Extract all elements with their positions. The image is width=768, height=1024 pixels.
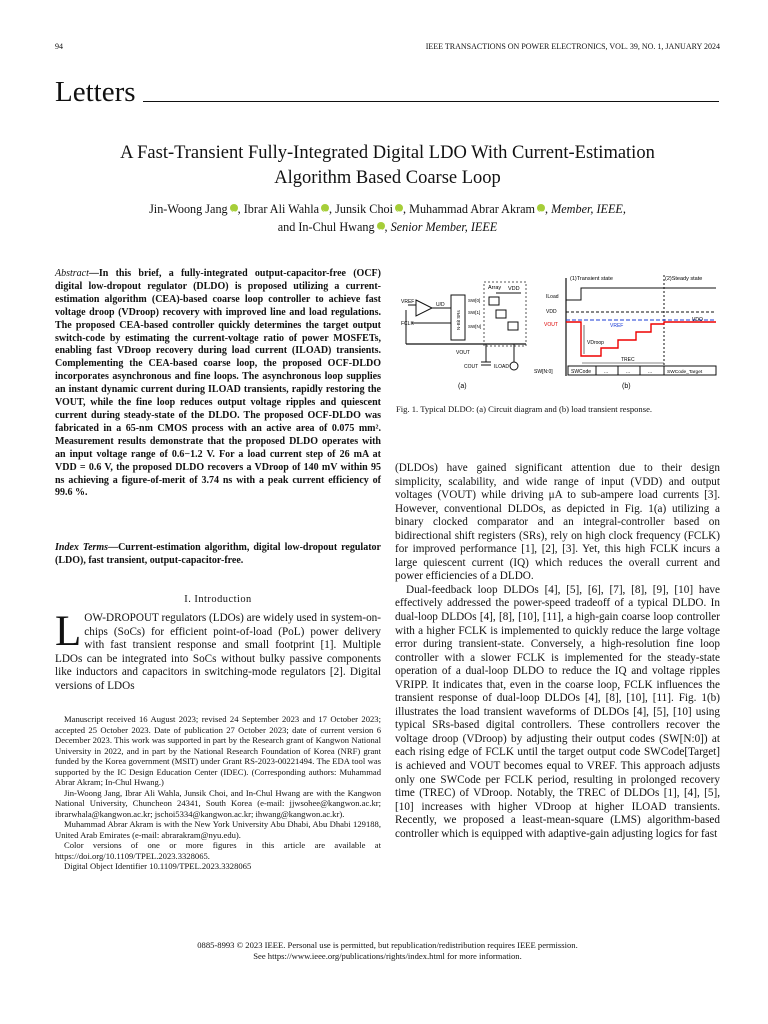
copyright-line-1: 0885-8993 © 2023 IEEE. Personal use is permitted, but republication/redistribution requires IEEE permission.: [197, 940, 578, 950]
dots: ...: [626, 369, 631, 375]
orcid-icon[interactable]: [321, 204, 329, 212]
index-terms-label: Index Terms: [55, 542, 109, 553]
array-box: [484, 282, 526, 346]
circuit-diagram: [401, 282, 526, 390]
journal-citation: IEEE TRANSACTIONS ON POWER ELECTRONICS, VOL. 39, NO. 1, JANUARY 2024: [425, 42, 720, 51]
vref-label: VREF: [401, 299, 415, 305]
paragraph: (DLDOs) have gained significant attention due to their design simplicity, scalability, and wide range of input (VDD) and output voltages (VOUT) while driving μA to sub-ampere load currents [3]. However, conventional DLDOs, as depicted in Fig. 1(a) utilizing a binary clocked comparator and an integral-controller based on bidirectional shift registers (SRs), rely on high clock frequency (FCLK) for improved performance [1], [2], [3]. Yet, this high FCLK incurs a large quiescent current (IQ) which reduces the overall current and power efficiencies of a DLDO.: [395, 462, 720, 583]
iload-label: ILOAD: [494, 364, 510, 370]
footnote: Digital Object Identifier 10.1109/TPEL.2023.3328065: [64, 861, 252, 871]
trec-label: TREC: [621, 357, 635, 363]
footnotes: [55, 714, 381, 872]
footnote: Muhammad Abrar Akram is with the New York University Abu Dhabi, Abu Dhabi 129188, United Arab Emirates (e-mail: abrarakram@nyu.edu).: [55, 819, 381, 840]
cout-label: COUT: [464, 364, 479, 370]
orcid-icon[interactable]: [377, 222, 385, 230]
sub-figure-b: (b): [622, 383, 631, 390]
right-column-text: [395, 462, 720, 841]
vdd-axis-label: VDD: [546, 309, 557, 315]
sub-figure-a: (a): [458, 383, 467, 390]
drop-cap: L: [55, 608, 82, 655]
author-list: [55, 200, 720, 236]
orcid-icon[interactable]: [395, 204, 403, 212]
title-line-2: Algorithm Based Coarse Loop: [274, 168, 501, 188]
section-title: I. Introduction: [184, 594, 252, 605]
abstract-label: Abstract: [55, 268, 89, 279]
swcode-label: SWCode: [571, 369, 592, 375]
abstract: [55, 268, 381, 500]
index-terms: [55, 542, 381, 568]
dots: ...: [604, 369, 609, 375]
sr-label: N-Bit SRs: [456, 310, 461, 330]
section-heading: Letters: [55, 76, 136, 108]
transient-state-label: (1)Transient state: [570, 276, 613, 282]
ud-label: U/D: [436, 302, 445, 308]
copyright-notice: [55, 940, 720, 961]
author-name: In-Chul Hwang: [298, 220, 375, 234]
comparator-symbol: [416, 300, 432, 316]
swtarget-label: SWCode_Target: [667, 370, 703, 375]
author-name: Ibrar Ali Wahla: [243, 202, 320, 216]
intro-paragraph: OW-DROPOUT regulators (LDOs) are widely used in system-on-chips (SoCs) for efficient point-of-load (PoL) power delivery with fast transient response and small footprint [1]. Multiple LDOs can be integrated into SoCs without bulky passive components like inductors and capacitors in switching-mode regulators [2]. Digital versions of LDOs: [55, 612, 381, 692]
orcid-icon[interactable]: [537, 204, 545, 212]
fclk-label: FCLK: [401, 321, 414, 327]
copyright-line-2: See https://www.ieee.org/publications/rights/index.html for more information.: [253, 950, 522, 961]
array-label: Array: [488, 285, 502, 291]
vref-axis-label: VREF: [610, 323, 624, 329]
sw0-label: SW[0]: [468, 298, 481, 303]
sw1-label: SW[1]: [468, 310, 481, 315]
abstract-text: —In this brief, a fully-integrated output-capacitor-free (OCF) digital low-dropout regulator (DLDO) is proposed utilizing a current-estimation algorithm (CEA)-based coarse loop controller to achieve fast voltage droop (VDroop) recovery with improved line and load regulations. The proposed CEA-based controller quickly determines the target output switch-code by estimating the current-voltage ratio of power MOSFETs, enabling fast VDroop recovery during load current (ILOAD) transients. Complementing the CEA-based coarse loop, the proposed OCF-DLDO incorporates asynchronous and fine loops. The asynchronous loop supplies an instant dynamic current during ILOAD transients, rapidly restoring the VOUT, while the fine loop reduces output voltage ripples and quiescent current during steady-state of the DLDO. The proposed OCF-DLDO was fabricated in a 65-nm CMOS process with an active area of 0.075 mm². Measurement results demonstrate that the proposed DLDO operates with an input voltage range of 0.6−1.2 V. For a load current step of 26 mA at VDD = 0.6 V, the proposed DLDO recovers a VDroop of 140 mV within 95 ns achieving a figure-of-merit of 3.74 ns with a peak current efficiency of 99.6 %.: [55, 268, 381, 499]
footnote: Manuscript received 16 August 2023; revised 24 September 2023 and 17 October 2023; accepted 25 October 2023. Date of publication 27 October 2023; date of current version 6 December 2023. This work was supported in part by the Research grant of Kangwon National University in 2022, and in part by the National Research Foundation of Korea (NRF) grant funded by the Korea government (MSIT) under Grant RS-2023-00221494. The EDA tool was supported by the IC Design Education Center (IDEC). (Corresponding authors: Muhammad Abrar Akram; In-Chul Hwang.): [55, 714, 381, 787]
vdo-label: VDO: [692, 317, 703, 323]
author-line-2: and In-Chul HwangiD , Senior Member, IEEE: [55, 218, 720, 236]
author-line-1: Jin-Woong JangiD , Ibrar Ali WahlaiD , Junsik ChoiiD , Muhammad Abrar AkramiD , Member, IEEE,: [55, 200, 720, 218]
steady-state-label: (2)Steady state: [665, 276, 703, 282]
introduction-text: [55, 608, 381, 693]
vout-waveform: [566, 322, 716, 356]
author-name: Jin-Woong Jang: [149, 202, 228, 216]
index-terms-text: —Current-estimation algorithm, digital low-dropout regulator (LDO), fast transient, output-capacitor-free.: [55, 542, 381, 566]
author-role: Senior Member, IEEE: [390, 220, 498, 234]
figure-caption: Fig. 1. Typical DLDO: (a) Circuit diagram and (b) load transient response.: [396, 404, 653, 414]
title-line-1: A Fast-Transient Fully-Integrated Digital LDO With Current-Estimation: [120, 143, 655, 163]
footnote: Color versions of one or more figures in this article are available at https://doi.org/10.1109/TPEL.2023.3328065.: [55, 840, 381, 861]
heading-rule: [143, 101, 719, 102]
iload-axis-label: ILoad: [546, 294, 559, 300]
transient-waveforms: [534, 275, 716, 390]
vdroop-label: VDroop: [587, 340, 604, 346]
paper-title: [55, 141, 720, 191]
swn-label: SW[N]: [468, 324, 481, 329]
conjunction: and: [277, 220, 296, 234]
vout-axis-label: VOUT: [544, 322, 558, 328]
dots: ...: [648, 369, 653, 375]
page-number: 94: [55, 42, 63, 51]
author-role: Member, IEEE,: [551, 202, 626, 216]
footnote: Jin-Woong Jang, Ibrar Ali Wahla, Junsik Choi, and In-Chul Hwang are with the Kangwon National University, Chuncheon 24341, South Korea (e-mail: jjwsohee@kangwon.ac.kr; ibrarwhala@kangwon.ac.kr; jschoi5334@kangwon.ac.kr; ihwang@kangwon.ac.kr).: [55, 787, 381, 819]
paragraph: Dual-feedback loop DLDOs [4], [5], [6], [7], [8], [9], [10] have effectively addressed the power-speed tradeoff of a typical DLDO. In dual-loop DLDOs [4], [8], [10], [11], a high-gain coarse loop controller with a higher FCLK is implemented to quickly reduce the large voltage error during transient-state. Conversely, a high-resolution fine loop controller with a slower FCLK is implemented for the steady-state operation of a dual-loop DLDO to reduce the IQ and voltage ripples VRIPP. It indicates that, even in the coarse loop, FCLK influences the transient response of dual-loop DLDOs [4], [8], [10], [11]. Fig. 1(b) illustrates the load transient waveforms of DLDOs [4], [5], [10] using typical SRs-based digital controllers. These controllers recover the voltage droop (VDroop) by adjusting their output codes (SW[N:0]) at each rising edge of FCLK until the target output code SWCode[Target] is achieved and VOUT becomes equal to VREF. This approach adjusts only one SWCode per FCLK period, resulting in prolonged recovery time (TREC) of VDroop. Notably, the TREC of DLDOs [1], [4], [5], [10] increases with higher VDroop at higher ILOAD transients. Recently, we proposed a least-mean-square (LMS) algorithm-based controller which is equipped with adaptive-gain adjusting logics for fast: [395, 583, 720, 840]
swn0-label: SW[N:0]: [534, 369, 553, 375]
vdd-label: VDD: [508, 286, 520, 292]
figure-1: [396, 270, 720, 394]
author-name: Junsik Choi: [335, 202, 394, 216]
author-name: Muhammad Abrar Akram: [409, 202, 536, 216]
vout-label: VOUT: [456, 350, 470, 356]
orcid-icon[interactable]: [230, 204, 238, 212]
